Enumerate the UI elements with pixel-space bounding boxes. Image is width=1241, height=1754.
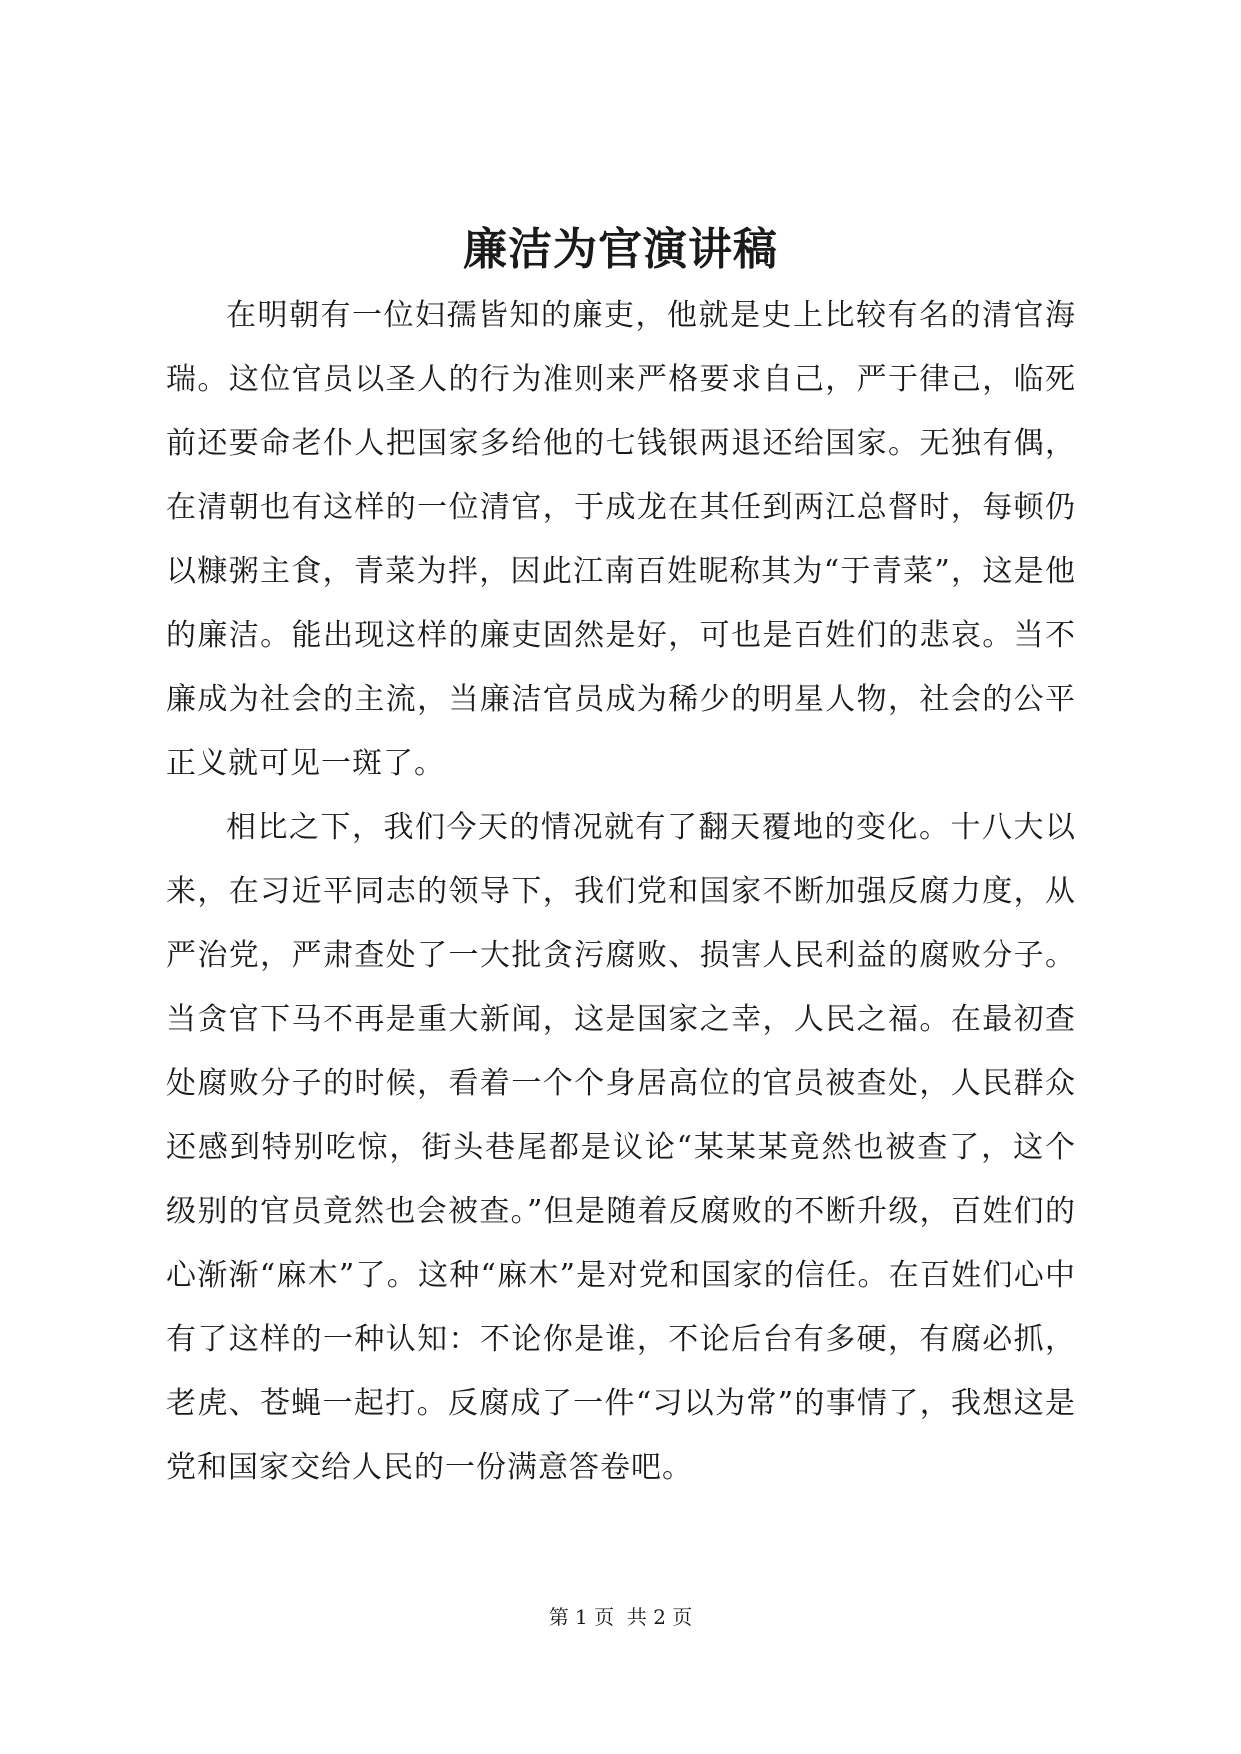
paragraph: 相比之下，我们今天的情况就有了翻天覆地的变化。十八大以来，在习近平同志的领导下，我们党和国家不断加强反腐力度，从严治党，严肃查处了一大批贪污腐败、损害人民利益的腐败分子。当贪官下马不再是重大新闻，这是国家之幸，人民之福。在最初查处腐败分子的时候，看着一个个身居高位的官员被查处，人民群众还感到特别吃惊，街头巷尾都是议论“某某某竟然也被查了，这个级别的官员竟然也会被查。”但是随着反腐败的不断升级，百姓们的心渐渐“麻木”了。这种“麻木”是对党和国家的信任。在百姓们心中有了这样的一种认知：不论你是谁，不论后台有多硬，有腐必抓，老虎、苍蝇一起打。反腐成了一件“习以为常”的事情了，我想这是党和国家交给人民的一份满意答卷吧。 (166, 810, 1076, 1485)
document-title: 廉洁为官演讲稿 (463, 224, 778, 275)
page-number-label: 第 1 页 共 2 页 (548, 1605, 693, 1629)
paragraph: 在明朝有一位妇孺皆知的廉吏，他就是史上比较有名的清官海瑞。这位官员以圣人的行为准则来严格要求自己，严于律己，临死前还要命老仆人把国家多给他的七钱银两退还给国家。无独有偶，在清朝也有这样的一位清官，于成龙在其任到两江总督时，每顿仍以糠粥主食，青菜为拌，因此江南百姓昵称其为“于青菜”，这是他的廉洁。能出现这样的廉吏固然是好，可也是百姓们的悲哀。当不廉成为社会的主流，当廉洁官员成为稀少的明星人物，社会的公平正义就可见一斑了。 (166, 298, 1076, 781)
document-body (166, 284, 1076, 1500)
page-number-footer (0, 1603, 1241, 1631)
